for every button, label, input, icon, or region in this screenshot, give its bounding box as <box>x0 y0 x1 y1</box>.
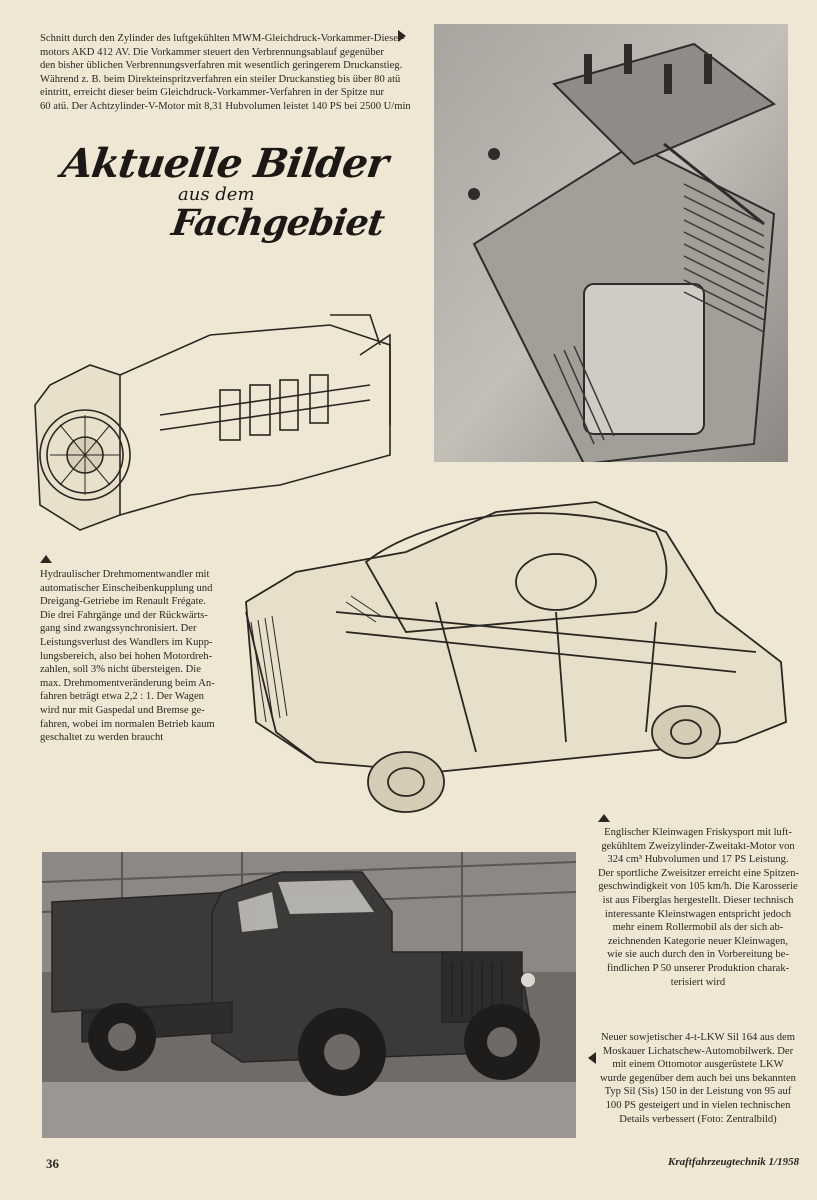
caption-line: interessante Kleinstwagen entspricht jedoch <box>604 908 792 920</box>
caption-line: gang sind zwangssynchronisiert. Der <box>40 623 197 635</box>
caption-line: Details verbessert (Foto: Zentralbild) <box>619 1113 777 1125</box>
caption-line: findlichen P 50 unserer Produktion charak- <box>606 962 790 974</box>
caption-line: fahren beträgt etwa 2,2 : 1. Der Wagen <box>40 691 204 703</box>
car-caption <box>598 826 798 989</box>
caption-line: Die drei Fahrgänge und der Rückwärts- <box>40 609 208 621</box>
pointer-left-icon <box>588 1052 596 1064</box>
caption-line: wird nur mit Gaspedal und Bremse ge- <box>40 704 205 716</box>
caption-line: motors AKD 412 AV. Die Vorkammer steuert den Verbrennungsablauf gegenüber <box>40 46 384 58</box>
caption-line: terisiert wird <box>670 976 726 988</box>
caption-line: Schnitt durch den Zylinder des luftgekühlten MWM-Gleichdruck-Vorkammer-Diesel- <box>40 33 405 44</box>
caption-line: Englischer Kleinwagen Friskysport mit luft- <box>604 827 792 838</box>
caption-line: Hydraulischer Drehmomentwandler mit <box>40 569 210 580</box>
engine-caption <box>40 32 411 114</box>
caption-line: geschaltet zu werden braucht <box>40 732 164 744</box>
caption-line: geschwindigkeit von 105 km/h. Die Karosserie <box>598 881 798 893</box>
caption-line: 60 atü. Der Achtzylinder-V-Motor mit 8,31 Hubvolumen leistet 140 PS bei 2500 U/min <box>40 100 411 112</box>
caption-line: lungsbereich, also bei hohen Motordreh- <box>40 650 213 662</box>
caption-line: Typ Sil (Sis) 150 in der Leistung von 95 auf <box>604 1086 792 1098</box>
truck-photo <box>42 852 576 1138</box>
transmission-caption <box>40 568 236 745</box>
magazine-issue: Kraftfahrzeugtechnik 1/1958 <box>668 1156 800 1168</box>
caption-line: zeichnenden Kategorie neuer Kleinwagen, <box>607 935 788 947</box>
caption-line: Moskauer Lichatschew-Automobilwerk. Der <box>602 1045 794 1057</box>
caption-line: 100 PS gesteigert und in vielen technischen <box>605 1099 791 1111</box>
caption-line: gekühltem Zweizylinder-Zweitakt-Motor von <box>601 840 795 852</box>
pointer-right-icon <box>398 30 406 42</box>
caption-line: Während z. B. beim Direkteinspritzverfahren ein steiler Druckanstieg bis über 80 atü <box>40 73 401 85</box>
section-headline <box>58 140 392 250</box>
caption-line: zahlen, soll 3% nicht übersteigen. Die <box>40 664 201 676</box>
caption-line: max. Drehmomentveränderung beim An- <box>40 677 215 689</box>
headline-line-3: Fachgebiet <box>169 202 387 244</box>
engine-cutaway-photo <box>434 24 788 462</box>
caption-line: Neuer sowjetischer 4-t-LKW Sil 164 aus dem <box>601 1032 795 1043</box>
caption-line: ist aus Fiberglas hergestellt. Dieser technisch <box>602 894 794 906</box>
caption-line: mit einem Ottomotor ausgerüstete LKW <box>612 1059 784 1071</box>
caption-line: den bisher üblichen Verbrennungsverfahren mit wesentlich geringerem Druckanstieg. <box>40 60 403 72</box>
caption-line: wurde gegenüber dem auch bei uns bekannten <box>600 1072 796 1084</box>
page-number: 36 <box>46 1156 59 1171</box>
caption-line: Dreigang-Getriebe im Renault Frégate. <box>40 596 206 608</box>
headline-line-1: Aktuelle Bilder <box>58 140 391 187</box>
headline-line-2: aus dem <box>178 184 255 205</box>
caption-line: fahren, wobei im normalen Betrieb kaum <box>40 718 215 730</box>
pointer-up-icon <box>40 555 52 563</box>
caption-line: 324 cm³ Hubvolumen und 17 PS Leistung. <box>607 854 789 866</box>
caption-line: mehr einem Rollermobil als der sich ab- <box>612 922 784 934</box>
truck-caption <box>598 1031 798 1126</box>
caption-line: eintritt, erreicht dieser beim Gleichdruck-Vorkammer-Verfahren in der Spitze nur <box>40 87 385 99</box>
caption-line: automatischer Einscheibenkupplung und <box>40 582 213 594</box>
caption-line: Der sportliche Zweisitzer erreicht eine Spitzen- <box>598 867 799 879</box>
car-cutaway-drawing <box>236 492 794 822</box>
caption-line: wie sie auch durch den in Vorbereitung be- <box>607 949 789 961</box>
caption-line: Leistungsverlust des Wandlers im Kupp- <box>40 636 213 648</box>
pointer-up-icon <box>598 814 610 822</box>
